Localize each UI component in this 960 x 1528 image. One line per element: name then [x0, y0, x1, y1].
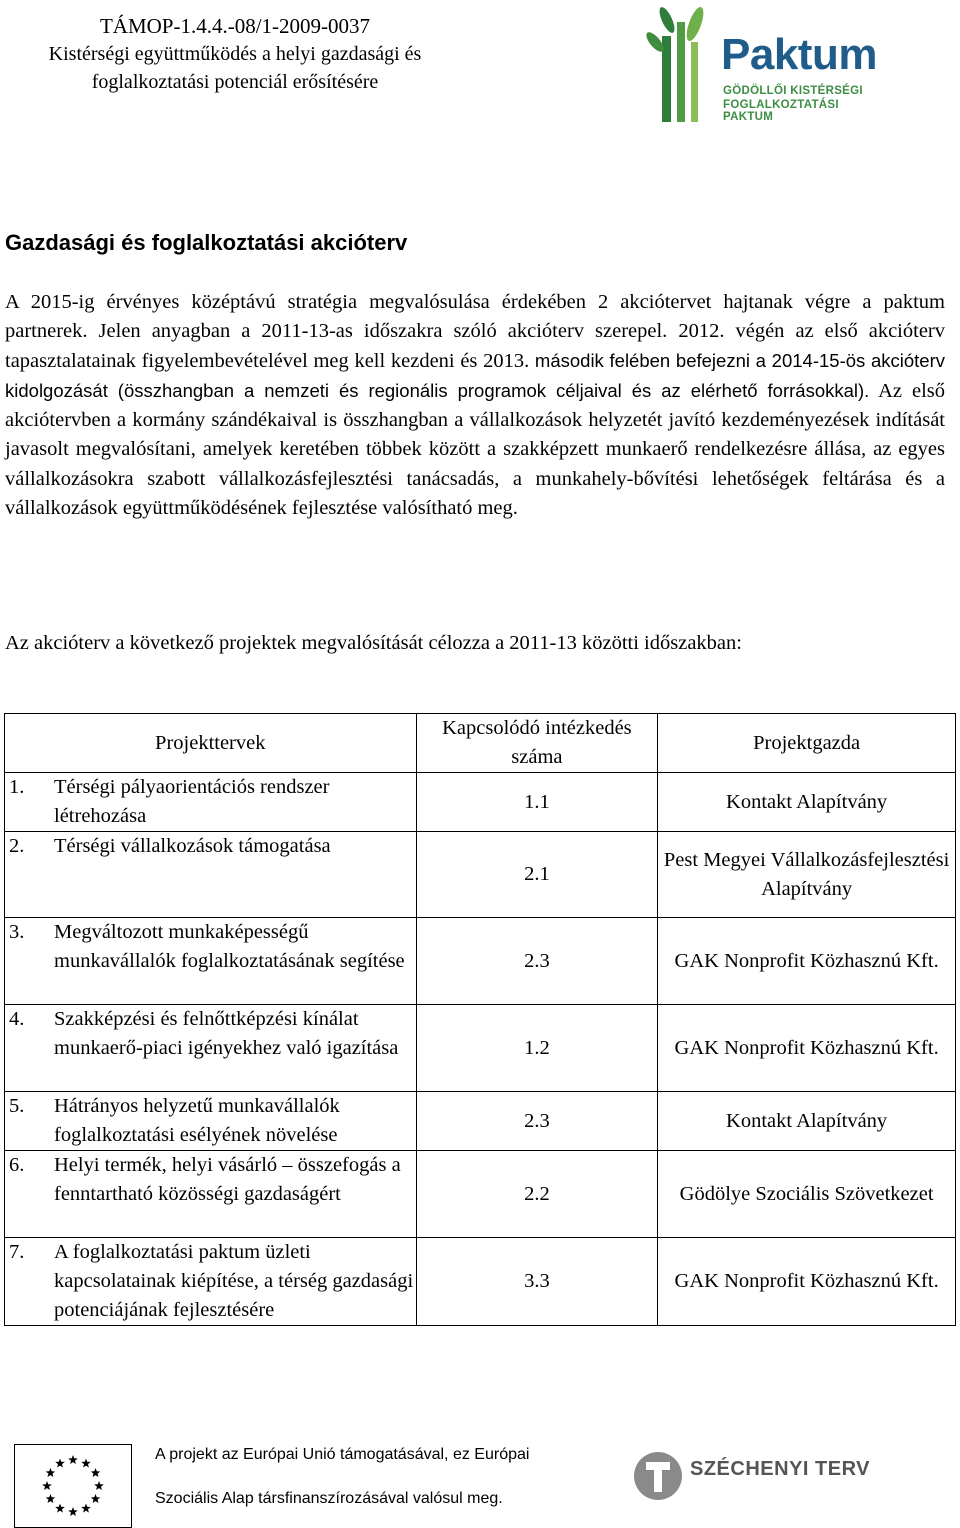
- paragraph-part-3: Az első akciótervben a kormány szándékaival is összhangban a vállalkozások helyzetét javító kezdeményezések indítását javasolt megvalósítani, amelyek keretében többek között a szakképzett munkaerő rendelkezésre állása, az egyes vállalkozásokra szabott vállalkozásfejlesztési tanácsadás, a munkahely-bővítési lehetőségek feltárása és a vállalkozások együttműködésének fejlesztése valósítható meg.: [5, 380, 945, 519]
- project-number: 3.: [9, 921, 25, 943]
- table-header-row: [5, 714, 956, 773]
- project-owner: Kontakt Alapítvány: [658, 1092, 956, 1151]
- paktum-logo: [645, 2, 885, 127]
- measure-number: 2.2: [416, 1151, 658, 1238]
- project-name: A foglalkoztatási paktum üzleti kapcsolatainak kiépítése, a térség gazdasági potenciájának fejlesztésére: [54, 1241, 414, 1321]
- project-owner: Pest Megyei Vállalkozásfejlesztési Alapítvány: [658, 832, 956, 918]
- document-title: Gazdasági és foglalkoztatási akcióterv: [5, 230, 408, 255]
- project-owner: Kontakt Alapítvány: [658, 773, 956, 832]
- project-name: Megváltozott munkaképességű munkavállalók foglalkoztatásának segítése: [54, 921, 405, 972]
- project-number: 5.: [9, 1095, 25, 1117]
- table-row: [5, 1092, 956, 1151]
- footer-line-1: A projekt az Európai Unió támogatásával, ez Európai: [155, 1446, 530, 1463]
- szechenyi-terv-logo: [632, 1442, 882, 1506]
- eu-flag-icon: [14, 1444, 132, 1528]
- project-number: 4.: [9, 1008, 25, 1030]
- table-row: [5, 773, 956, 832]
- project-owner: GAK Nonprofit Közhasznú Kft.: [658, 1238, 956, 1326]
- project-title-line-1: Kistérségi együttműködés a helyi gazdasági és: [48, 43, 422, 65]
- header-measure: Kapcsolódó intézkedés száma: [416, 714, 658, 773]
- table-row: [5, 918, 956, 1005]
- measure-number: 2.1: [416, 832, 658, 918]
- project-table: [4, 713, 956, 1326]
- measure-number: 1.1: [416, 773, 658, 832]
- project-cell: [5, 832, 417, 918]
- measure-number: 1.2: [416, 1005, 658, 1092]
- szechenyi-wordmark: SZÉCHENYI TERV: [690, 1458, 870, 1480]
- paragraph-part-2: második felében befejezni a 2014-15-ös akcióterv kidolgozását (összhangban a nemzeti és regionális programok céljaival és az elérhető forrásokkal).: [5, 350, 945, 402]
- project-name: Térségi vállalkozások támogatása: [54, 835, 331, 857]
- table-row: [5, 832, 956, 918]
- project-cell: [5, 1238, 417, 1326]
- project-number: 2.: [9, 835, 25, 857]
- project-number: 7.: [9, 1241, 25, 1263]
- project-name: Helyi termék, helyi vásárló – összefogás a fenntartható közösségi gazdaságért: [54, 1154, 401, 1205]
- project-name: Térségi pályaorientációs rendszer létrehozása: [54, 776, 330, 827]
- measure-number: 2.3: [416, 1092, 658, 1151]
- table-intro: Az akcióterv a következő projektek megvalósítását célozza a 2011-13 közötti időszakban:: [5, 632, 742, 654]
- project-number: 1.: [9, 776, 25, 798]
- project-code: TÁMOP-1.4.4.-08/1-2009-0037: [99, 14, 371, 38]
- measure-number: 2.3: [416, 918, 658, 1005]
- header-owner: Projektgazda: [658, 714, 956, 773]
- table-row: [5, 1005, 956, 1092]
- project-cell: [5, 1092, 417, 1151]
- project-owner: Gödölye Szociális Szövetkezet: [658, 1151, 956, 1238]
- project-name: Hátrányos helyzetű munkavállalók foglalkoztatási esélyének növelése: [54, 1095, 340, 1146]
- paktum-leaf-icon: [645, 2, 715, 127]
- paragraph-part-1: A 2015-ig érvényes középtávú stratégia megvalósulása érdekében 2 akciótervet hajtanak végre a paktum partnerek. Jelen anyagban a 2011-13-as időszakra szóló akcióterv szerepel. 2012. végén az első akcióterv tapasztalatainak figyelembevételével meg kell kezdeni és 2013.: [5, 291, 945, 373]
- header-projects: Projekttervek: [5, 714, 417, 773]
- measure-number: 3.3: [416, 1238, 658, 1326]
- paktum-wordmark: Paktum: [721, 30, 877, 79]
- header-project-info: [0, 12, 470, 96]
- project-title-line-2: foglalkoztatási potenciál erősítésére: [91, 71, 379, 93]
- project-number: 6.: [9, 1154, 25, 1176]
- project-cell: [5, 918, 417, 1005]
- footer: [0, 1420, 960, 1526]
- project-cell: [5, 1151, 417, 1238]
- table-row: [5, 1238, 956, 1326]
- body-paragraph: [5, 288, 945, 523]
- footer-line-2: Szociális Alap társfinanszírozásával valósul meg.: [155, 1490, 503, 1507]
- project-owner: GAK Nonprofit Közhasznú Kft.: [658, 918, 956, 1005]
- project-owner: GAK Nonprofit Közhasznú Kft.: [658, 1005, 956, 1092]
- project-name: Szakképzési és felnőttképzési kínálat munkaerő-piaci igényekhez való igazítása: [54, 1008, 399, 1059]
- project-cell: [5, 773, 417, 832]
- paktum-subtitle-2: FOGLALKOZTATÁSI PAKTUM: [723, 99, 839, 123]
- project-cell: [5, 1005, 417, 1092]
- table-row: [5, 1151, 956, 1238]
- paktum-subtitle-1: GÖDÖLLŐI KISTÉRSÉGI: [723, 85, 863, 97]
- szechenyi-emblem-icon: [632, 1442, 684, 1506]
